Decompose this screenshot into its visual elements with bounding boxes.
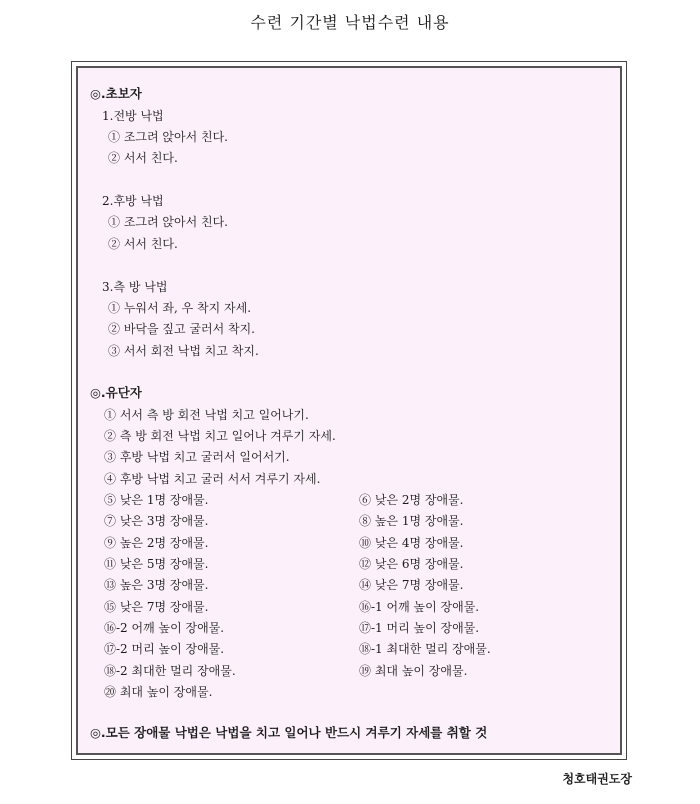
list-item: ① 조그려 앉아서 친다.: [108, 130, 228, 144]
list-item: ⑱-2 최대한 멀리 장애물.: [104, 664, 236, 678]
list-item: ② 바닥을 짚고 굴러서 착지.: [108, 322, 255, 336]
organization-name: 청호태권도장: [562, 772, 632, 786]
list-item: ⑲ 최대 높이 장애물.: [359, 664, 468, 678]
list-item: ⑦ 낮은 3명 장애물.: [104, 514, 209, 528]
list-item: ⑧ 높은 1명 장애물.: [359, 514, 464, 528]
list-item: ⑯-2 어깨 높이 장애물.: [104, 621, 225, 635]
list-item: ⑰-1 머리 높이 장애물.: [359, 621, 480, 635]
list-item: ⑯-1 어깨 높이 장애물.: [359, 600, 480, 614]
section-label: 1.전방 낙법: [102, 109, 164, 123]
list-item: ⑳ 최대 높이 장애물.: [104, 685, 213, 699]
list-item: ⑪ 낮은 5명 장애물.: [104, 557, 209, 571]
list-item: ② 측 방 회전 낙법 치고 일어나 겨루기 자세.: [104, 429, 336, 443]
list-item: ① 조그려 앉아서 친다.: [108, 215, 228, 229]
section-label: 3.측 방 낙법: [102, 280, 168, 294]
list-item: ④ 후방 낙법 치고 굴러 서서 겨루기 자세.: [104, 472, 321, 486]
advanced-heading: ◎.유단자: [90, 385, 142, 400]
list-item: ③ 서서 회전 낙법 치고 착지.: [108, 344, 259, 358]
list-item: ① 누워서 좌, 우 착지 자세.: [108, 301, 252, 315]
list-item: ⑫ 낮은 6명 장애물.: [359, 557, 464, 571]
list-item: ② 서서 친다.: [108, 237, 178, 251]
list-item: ⑥ 낮은 2명 장애물.: [359, 493, 464, 507]
list-item: ⑰-2 머리 높이 장애물.: [104, 642, 225, 656]
list-item: ⑭ 낮은 7명 장애물.: [359, 578, 464, 592]
section-label: 2.후방 낙법: [102, 194, 164, 208]
list-item: ⑤ 낮은 1명 장애물.: [104, 493, 209, 507]
content-panel: [76, 66, 622, 755]
page-title: 수련 기간별 낙법수련 내용: [250, 13, 450, 32]
beginner-heading: ◎.초보자: [90, 86, 142, 101]
list-item: ⑱-1 최대한 멀리 장애물.: [359, 642, 491, 656]
list-item: ② 서서 친다.: [108, 151, 178, 165]
list-item: ⑩ 낮은 4명 장애물.: [359, 536, 464, 550]
list-item: ① 서서 측 방 회전 낙법 치고 일어나기.: [104, 408, 309, 422]
list-item: ③ 후방 낙법 치고 굴러서 일어서기.: [104, 450, 290, 464]
list-item: ⑮ 낮은 7명 장애물.: [104, 600, 209, 614]
content-frame: [71, 61, 627, 760]
note-heading: ◎.모든 장애물 낙법은 낙법을 치고 일어나 반드시 겨루기 자세를 취할 것: [90, 725, 488, 740]
list-item: ⑨ 높은 2명 장애물.: [104, 536, 209, 550]
list-item: ⑬ 높은 3명 장애물.: [104, 578, 209, 592]
